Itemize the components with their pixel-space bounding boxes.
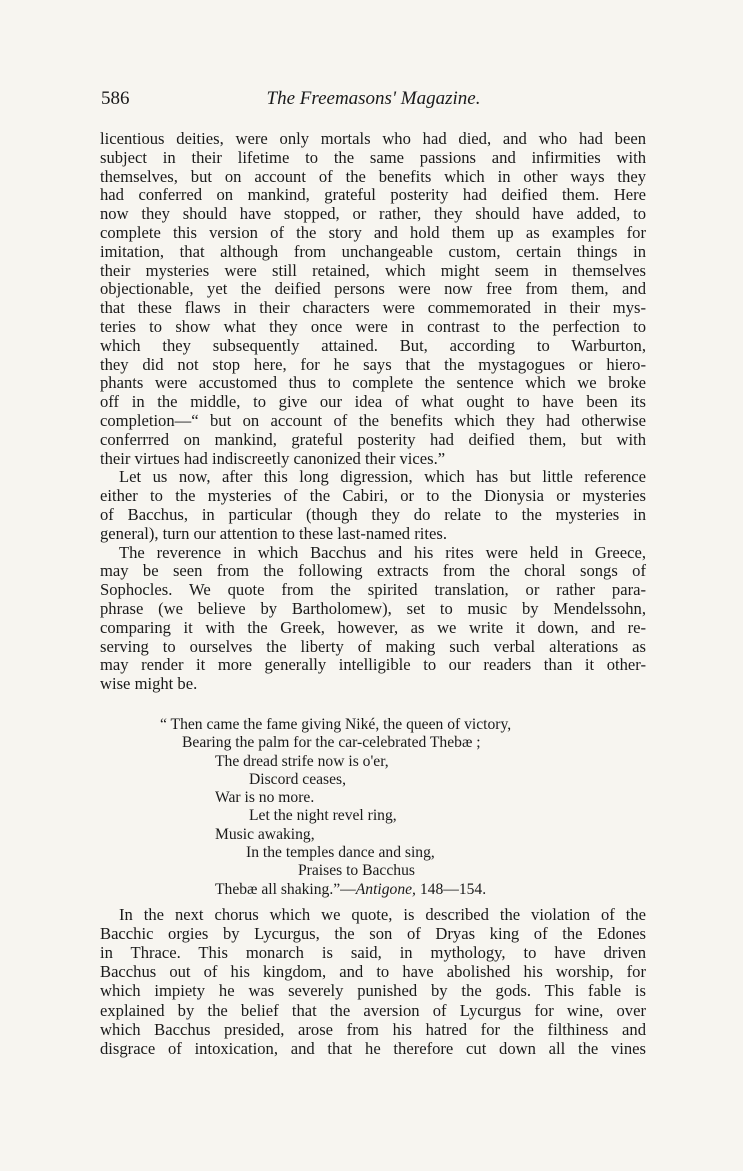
text-line: themselves, but on account of the benefits which in other ways they (100, 166, 646, 186)
text-line: wise might be. (100, 674, 198, 694)
text-line: which they subsequently attained. But, according to Warburton, (100, 335, 646, 355)
poem-quotation (160, 716, 630, 899)
text-line: now they should have stopped, or rather, they should have added, to (100, 204, 646, 224)
poem-line: Let the night revel ring, (249, 807, 397, 825)
article-body (100, 130, 646, 694)
poem-line: “ Then came the fame giving Niké, the queen of victory, (160, 716, 512, 733)
text-line: serving to ourselves the liberty of making such verbal alterations as (100, 636, 646, 656)
poem-line-text: Thebæ all shaking.”— (215, 880, 356, 898)
poem-line: Praises to Bacchus (298, 862, 415, 880)
text-line: off in the middle, to give our idea of what ought to have been its (100, 392, 646, 412)
text-line: of Bacchus, in particular (though they do relate to the mysteries in (100, 504, 646, 524)
paragraph-reverence (100, 544, 646, 694)
article-body-continued (100, 888, 646, 1075)
page-number: 586 (101, 88, 130, 109)
poem-line: Bearing the palm for the car-celebrated Thebæ ; (182, 734, 481, 752)
text-line: may be seen from the following extracts from the choral songs of (100, 561, 646, 581)
paragraph-continued (100, 130, 646, 468)
page-header (101, 88, 646, 114)
text-line: Bacchic orgies by Lycurgus, the son of Dryas king of the Edones (100, 923, 646, 943)
text-line: conferrred on mankind, grateful posterity had deified them, but with (100, 429, 646, 449)
text-line: imitation, that although from unchangeable custom, certain things in (100, 241, 646, 261)
paragraph-lycurgus (100, 905, 646, 1059)
text-line: Let us now, after this long digression, which has but little reference (119, 467, 646, 487)
text-line: subject in their lifetime to the same passions and infirmities with (100, 147, 646, 167)
poem-line: War is no more. (215, 789, 315, 807)
text-line: which impiety he was severely punished by the gods. This fable is (100, 981, 646, 1001)
text-line: their mysteries were still retained, which might seem in themselves (100, 260, 646, 280)
text-line: licentious deities, were only mortals who had died, and who had been (100, 129, 646, 148)
text-line: their virtues had indiscreetly canonized their vices.” (100, 448, 446, 468)
text-line: general), turn our attention to these last-named rites. (100, 523, 447, 543)
poem-line: Discord ceases, (249, 770, 346, 788)
text-line: had conferred on mankind, grateful posterity had deified them. Here (100, 185, 646, 205)
text-line: explained by the belief that the aversion of Lycurgus for wine, over (100, 1000, 646, 1020)
text-line: disgrace of intoxication, and that he therefore cut down all the vines (100, 1039, 646, 1059)
poem-line: Music awaking, (215, 825, 315, 843)
text-line: either to the mysteries of the Cabiri, or to the Dionysia or mysteries (100, 486, 646, 506)
text-line: In the next chorus which we quote, is described the violation of the (119, 904, 646, 924)
text-line: The reverence in which Bacchus and his rites were held in Greece, (119, 542, 646, 562)
text-line: objectionable, yet the deified persons were now free from them, and (100, 279, 646, 299)
running-title: The Freemasons' Magazine. (266, 88, 481, 109)
paragraph-digression (100, 468, 646, 543)
text-line: they did not stop here, for he says that the mystagogues or hiero- (100, 354, 646, 374)
text-line: Bacchus out of his kingdom, and to have abolished his worship, for (100, 962, 646, 982)
text-line: comparing it with the Greek, however, as we write it down, and re- (100, 617, 646, 637)
text-line: may render it more generally intelligible to our readers than it other- (100, 655, 646, 675)
text-line: which Bacchus presided, arose from his hatred for the filthiness and (100, 1019, 646, 1039)
text-line: teries to show what they once were in contrast to the perfection to (100, 316, 646, 336)
poem-line: In the temples dance and sing, (246, 844, 435, 862)
text-line: completion—“ but on account of the benefits which they had otherwise (100, 410, 646, 430)
text-line: that these flaws in their characters were commemorated in their mys- (100, 298, 646, 318)
poem-line: The dread strife now is o'er, (215, 752, 389, 770)
poem-line-numbers: 148—154. (415, 880, 487, 898)
poem-source: Antigone, (355, 880, 416, 898)
text-line: in Thrace. This monarch is said, in mythology, to have driven (100, 943, 646, 962)
text-line: Sophocles. We quote from the spirited translation, or rather para- (100, 580, 646, 600)
text-line: phrase (we believe by Bartholomew), set to music by Mendelssohn, (100, 598, 646, 618)
text-line: complete this version of the story and hold them up as examples for (100, 222, 646, 242)
text-line: phants were accustomed thus to complete the sentence which we broke (100, 373, 646, 393)
